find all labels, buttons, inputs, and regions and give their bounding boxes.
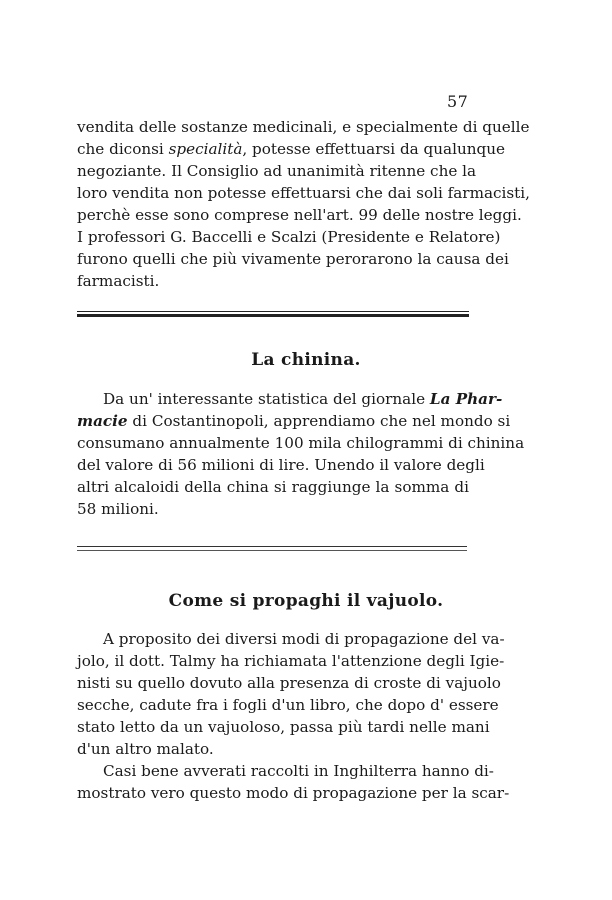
text-line: macie di Costantinopoli, apprendiamo che nel mondo si [77, 412, 511, 430]
heading-vajuolo: Come si propaghi il vajuolo. [168, 591, 444, 611]
paragraph-chinina [77, 388, 525, 520]
text-line: secche, cadute fra i fogli d'un libro, che dopo d' essere [77, 696, 499, 714]
paragraph-specialita [77, 116, 530, 292]
heading-la-chinina: La chinina. [251, 350, 361, 370]
page-number: 57 [447, 92, 469, 111]
journal-title-cont: macie [77, 412, 128, 430]
text-line: loro vendita non potesse effettuarsi che dai soli farmacisti, [77, 184, 530, 202]
text-line: nisti su quello dovuto alla presenza di croste di vajuolo [77, 674, 501, 692]
paragraph-vajuolo [77, 628, 510, 804]
text-line: Da un' interessante statistica del giornale La Phar- [103, 390, 503, 408]
text-line: d'un altro malato. [77, 740, 214, 758]
text-line: consumano annualmente 100 mila chilogrammi di chinina [77, 434, 525, 452]
emphasis-specialita: specialità [168, 140, 243, 158]
text-line: Casi bene avverati raccolti in Inghilterra hanno di- [103, 762, 494, 780]
text-line: I professori G. Baccelli e Scalzi (Presidente e Relatore) [77, 228, 501, 246]
text-line: negoziante. Il Consiglio ad unanimità ritenne che la [77, 162, 477, 180]
text-line: del valore di 56 milioni di lire. Unendo il valore degli [77, 456, 485, 474]
text-line: jolo, il dott. Talmy ha richiamata l'attenzione degli Igie- [77, 652, 505, 670]
text-line: stato letto da un vajuoloso, passa più tardi nelle mani [77, 718, 490, 736]
text-line: vendita delle sostanze medicinali, e specialmente di quelle [77, 118, 530, 136]
text-line: perchè esse sono comprese nell'art. 99 delle nostre leggi. [77, 206, 522, 224]
journal-title: La Phar- [429, 390, 503, 408]
section-divider [77, 546, 467, 554]
text-line: farmacisti. [77, 272, 160, 290]
section-divider [77, 311, 469, 319]
text-line: A proposito dei diversi modi di propagazione del va- [103, 630, 505, 648]
text-line: che diconsi specialità, potesse effettuarsi da qualunque [77, 140, 506, 158]
text-line: furono quelli che più vivamente perorarono la causa dei [77, 250, 509, 268]
text-line: 58 milioni. [77, 500, 159, 518]
text-line: mostrato vero questo modo di propagazione per la scar- [77, 784, 510, 802]
text-line: altri alcaloidi della china si raggiunge la somma di [77, 478, 469, 496]
